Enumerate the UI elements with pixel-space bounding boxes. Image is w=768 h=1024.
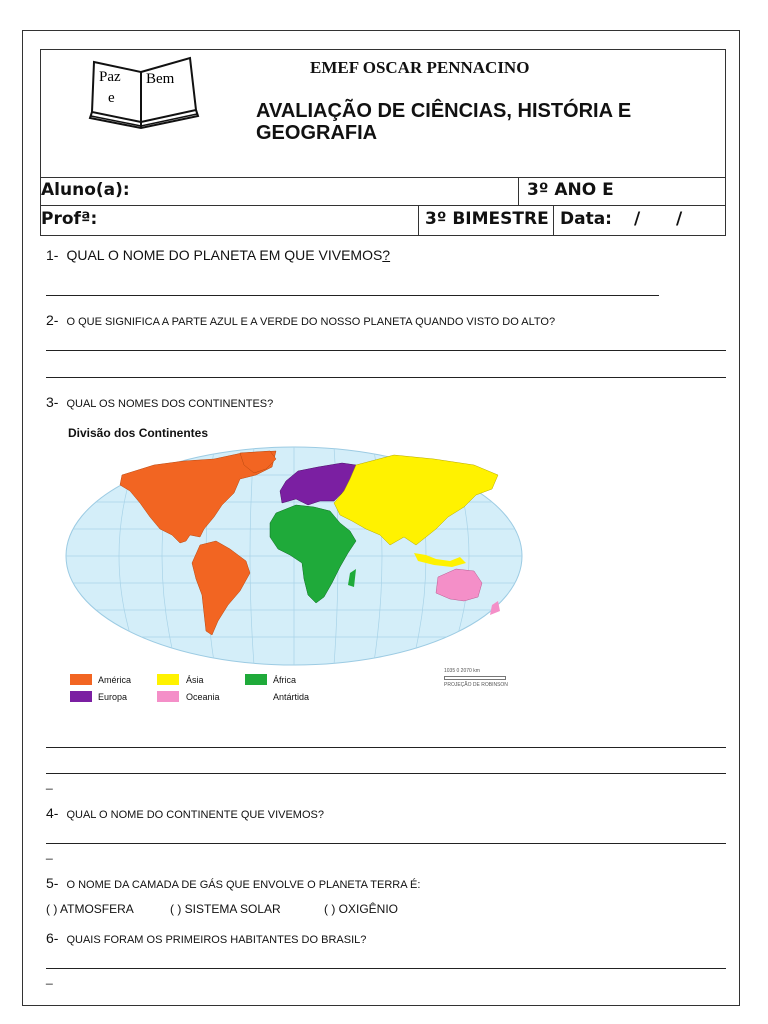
date-separator-1: / [634,209,641,229]
legend-swatch-europe [70,691,92,702]
header-row-divider-1 [40,177,726,178]
legend-swatch-africa [245,674,267,685]
student-label: Aluno(a): [41,180,130,200]
question-2 [46,312,555,328]
book-logo [86,52,201,130]
legend-label-asia: Ásia [186,675,204,685]
map-scale-bar [444,676,506,680]
option-oxigenio[interactable]: ( ) OXIGÊNIO [324,902,399,916]
header-col-divider-date [553,205,554,236]
logo-word-e: e [108,90,115,106]
question-4 [46,805,324,821]
teacher-label: Profª: [41,209,98,229]
dash-mark-4: _ [46,846,53,860]
question-1-number: 1- [46,247,59,263]
dash-mark-3: _ [46,776,53,790]
header-col-divider-term [418,205,419,236]
legend-label-america: América [98,675,132,685]
question-3 [46,394,273,410]
legend-swatch-oceania [157,691,179,702]
legend-label-antarctica: Antártida [273,692,310,702]
question-1-mark: ? [382,247,391,263]
question-4-text: QUAL O NOME DO CONTINENTE QUE VIVEMOS? [66,809,324,821]
header-row-divider-2 [40,205,726,206]
option-atmosfera[interactable]: ( ) ATMOSFERA [46,902,134,916]
grade-label: 3º ANO E [527,180,614,200]
question-2-text: O QUE SIGNIFICA A PARTE AZUL E A VERDE DO NOSSO PLANETA QUANDO VISTO DO ALTO? [66,316,556,328]
world-map [64,445,524,667]
map-scale-text: 1035 0 2070 km [444,668,480,674]
dash-mark-6: _ [46,971,53,985]
question-1-text: QUAL O NOME DO PLANETA EM QUE VIVEMOS [66,247,383,263]
answer-line-2a[interactable] [46,350,726,351]
date-separator-2: / [676,209,683,229]
option-sistema-solar[interactable]: ( ) SISTEMA SOLAR [170,902,281,916]
legend-swatch-antarctica [245,691,267,702]
map-scale [444,668,508,688]
question-6-number: 6- [46,930,59,946]
question-3-number: 3- [46,394,59,410]
header-col-divider-grade [518,177,519,205]
legend-swatch-asia [157,674,179,685]
school-name: EMEF OSCAR PENNACINO [310,58,530,77]
answer-line-4[interactable] [46,843,726,844]
legend-label-oceania: Oceania [186,692,220,702]
date-label: Data: [560,209,612,229]
legend-swatch-america [70,674,92,685]
question-5-number: 5- [46,875,59,891]
answer-line-1[interactable] [46,295,659,296]
question-4-number: 4- [46,805,59,821]
logo-word-paz: Paz [99,69,121,85]
answer-line-3b[interactable] [46,773,726,774]
exam-title: AVALIAÇÃO DE CIÊNCIAS, HISTÓRIA E GEOGRAFIA [256,100,632,144]
question-5-text: O NOME DA CAMADA DE GÁS QUE ENVOLVE O PLANETA TERRA É: [66,879,421,891]
legend-label-europe: Europa [98,692,128,702]
term-label: 3º BIMESTRE [425,209,549,229]
question-6 [46,930,366,946]
question-5 [46,875,420,891]
answer-line-6[interactable] [46,968,726,969]
answer-line-3a[interactable] [46,747,726,748]
question-6-text: QUAIS FORAM OS PRIMEIROS HABITANTES DO BRASIL? [66,934,367,946]
map-title: Divisão dos Continentes [68,426,209,440]
question-3-text: QUAL OS NOMES DOS CONTINENTES? [66,398,274,410]
question-2-number: 2- [46,312,59,328]
question-1 [46,247,390,263]
answer-line-2b[interactable] [46,377,726,378]
legend-label-africa: África [273,675,297,685]
logo-word-bem: Bem [146,71,175,87]
map-projection: PROJEÇÃO DE ROBINSON [444,682,508,688]
